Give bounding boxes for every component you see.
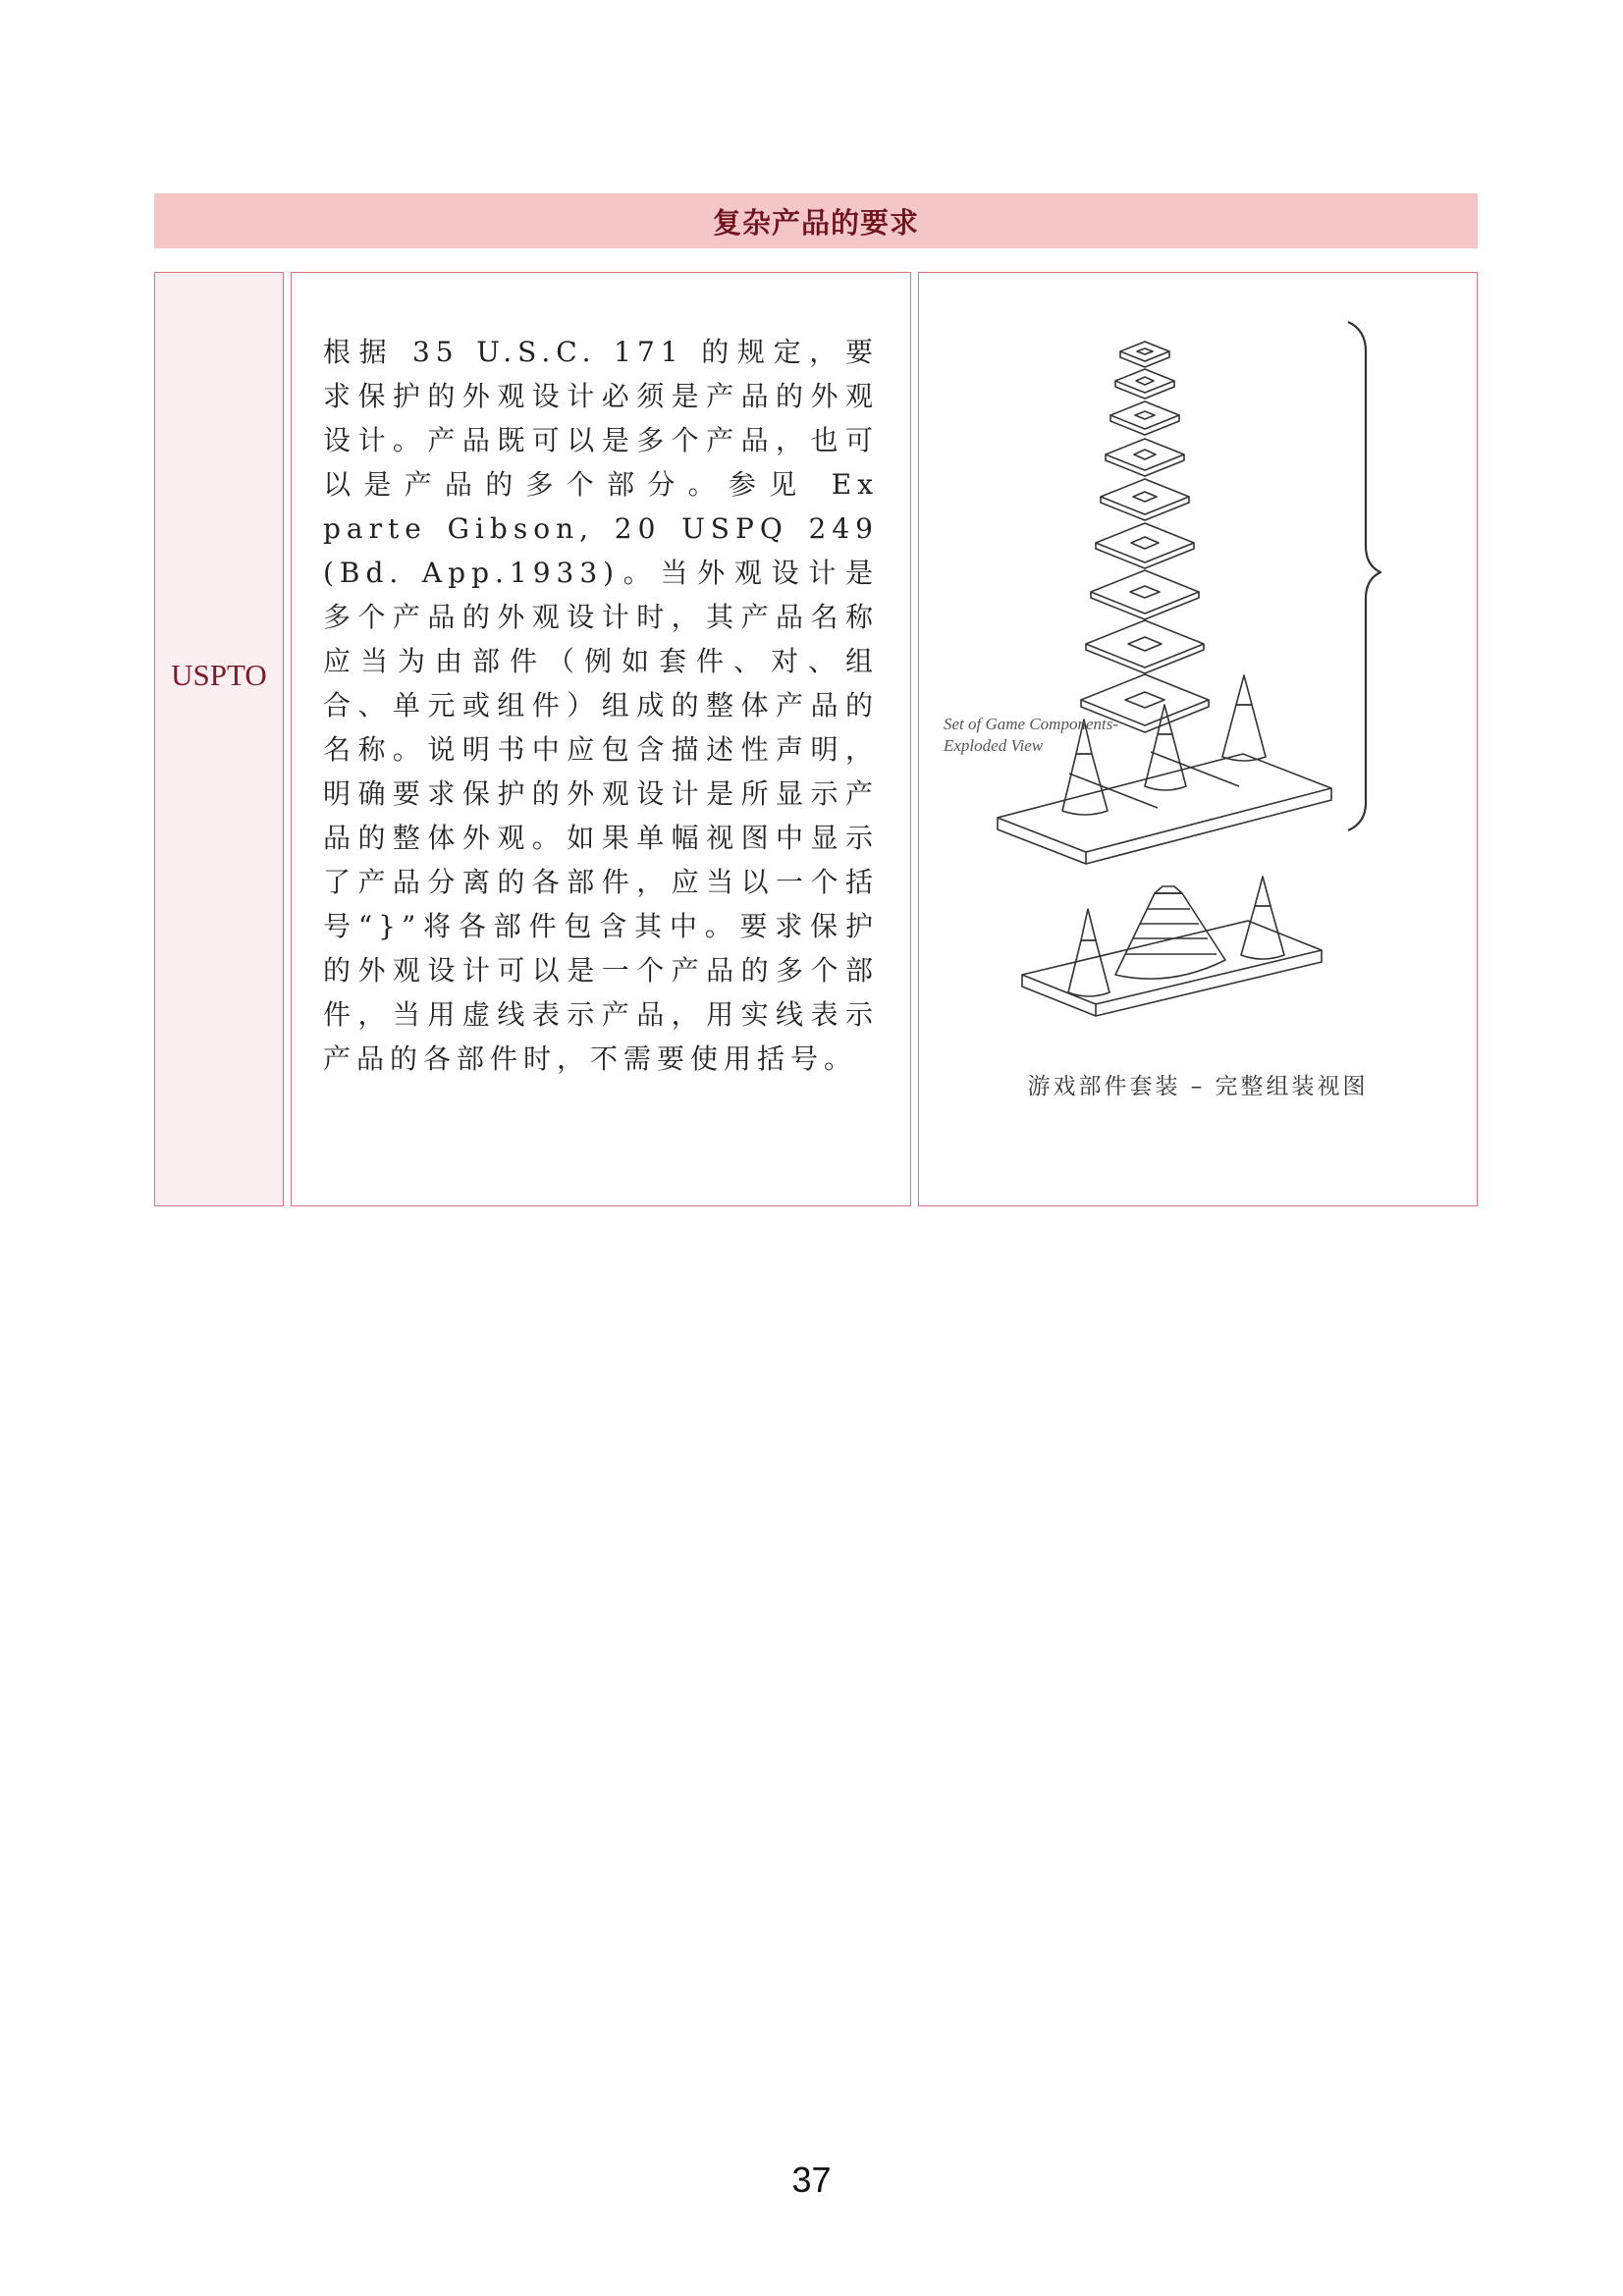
section-title: 复杂产品的要求 [712,205,919,240]
figure-cell [918,272,1478,1206]
exploded-view-label: Set of Game Components- Exploded View [944,715,1119,755]
plate-3 [1110,401,1179,435]
plate-5 [1101,479,1189,520]
office-label: USPTO [171,658,267,692]
description-text: 根据 35 U.S.C. 171 的规定，要求保护的外观设计必须是产品的外观设计。产品既可以是多个产品，也可以是产品的多个部分。参见 Ex parte Gibson, 20 USPQ 249 (Bd. App.1933)。当外观设计是多个产品的外观设计时，其产品名称应当为由部件（例如套件、对、组合、单元或组件）组成的整体产品的名称。说明书中应包含描述性声明，明确要求保护的外观设计是所显示产品的整体外观。如果单幅视图中显示了产品分离的各部件，应当以一个括号“}”将各部件包含其中。要求保护的外观设计可以是一个产品的多个部件，当用虚线表示产品，用实线表示产品的各部件时，不需要使用括号。 [323,336,879,1075]
description-cell [291,272,911,1206]
office-cell [154,272,284,1206]
plate-4 [1106,439,1184,476]
plate-7 [1091,570,1199,619]
plate-6 [1096,523,1194,568]
plate-1 [1120,342,1169,367]
plate-8 [1086,620,1204,673]
figure-caption: 游戏部件套装 – 完整组装视图 [1027,1074,1369,1099]
plate-2 [1115,369,1174,399]
assembled-cone-right [1241,877,1284,959]
page-number: 37 [791,2160,832,2200]
section-header [154,193,1478,248]
assembled-pyramid [1115,886,1225,979]
cone-3 [1222,675,1266,761]
assembled-cone-left [1068,909,1109,996]
